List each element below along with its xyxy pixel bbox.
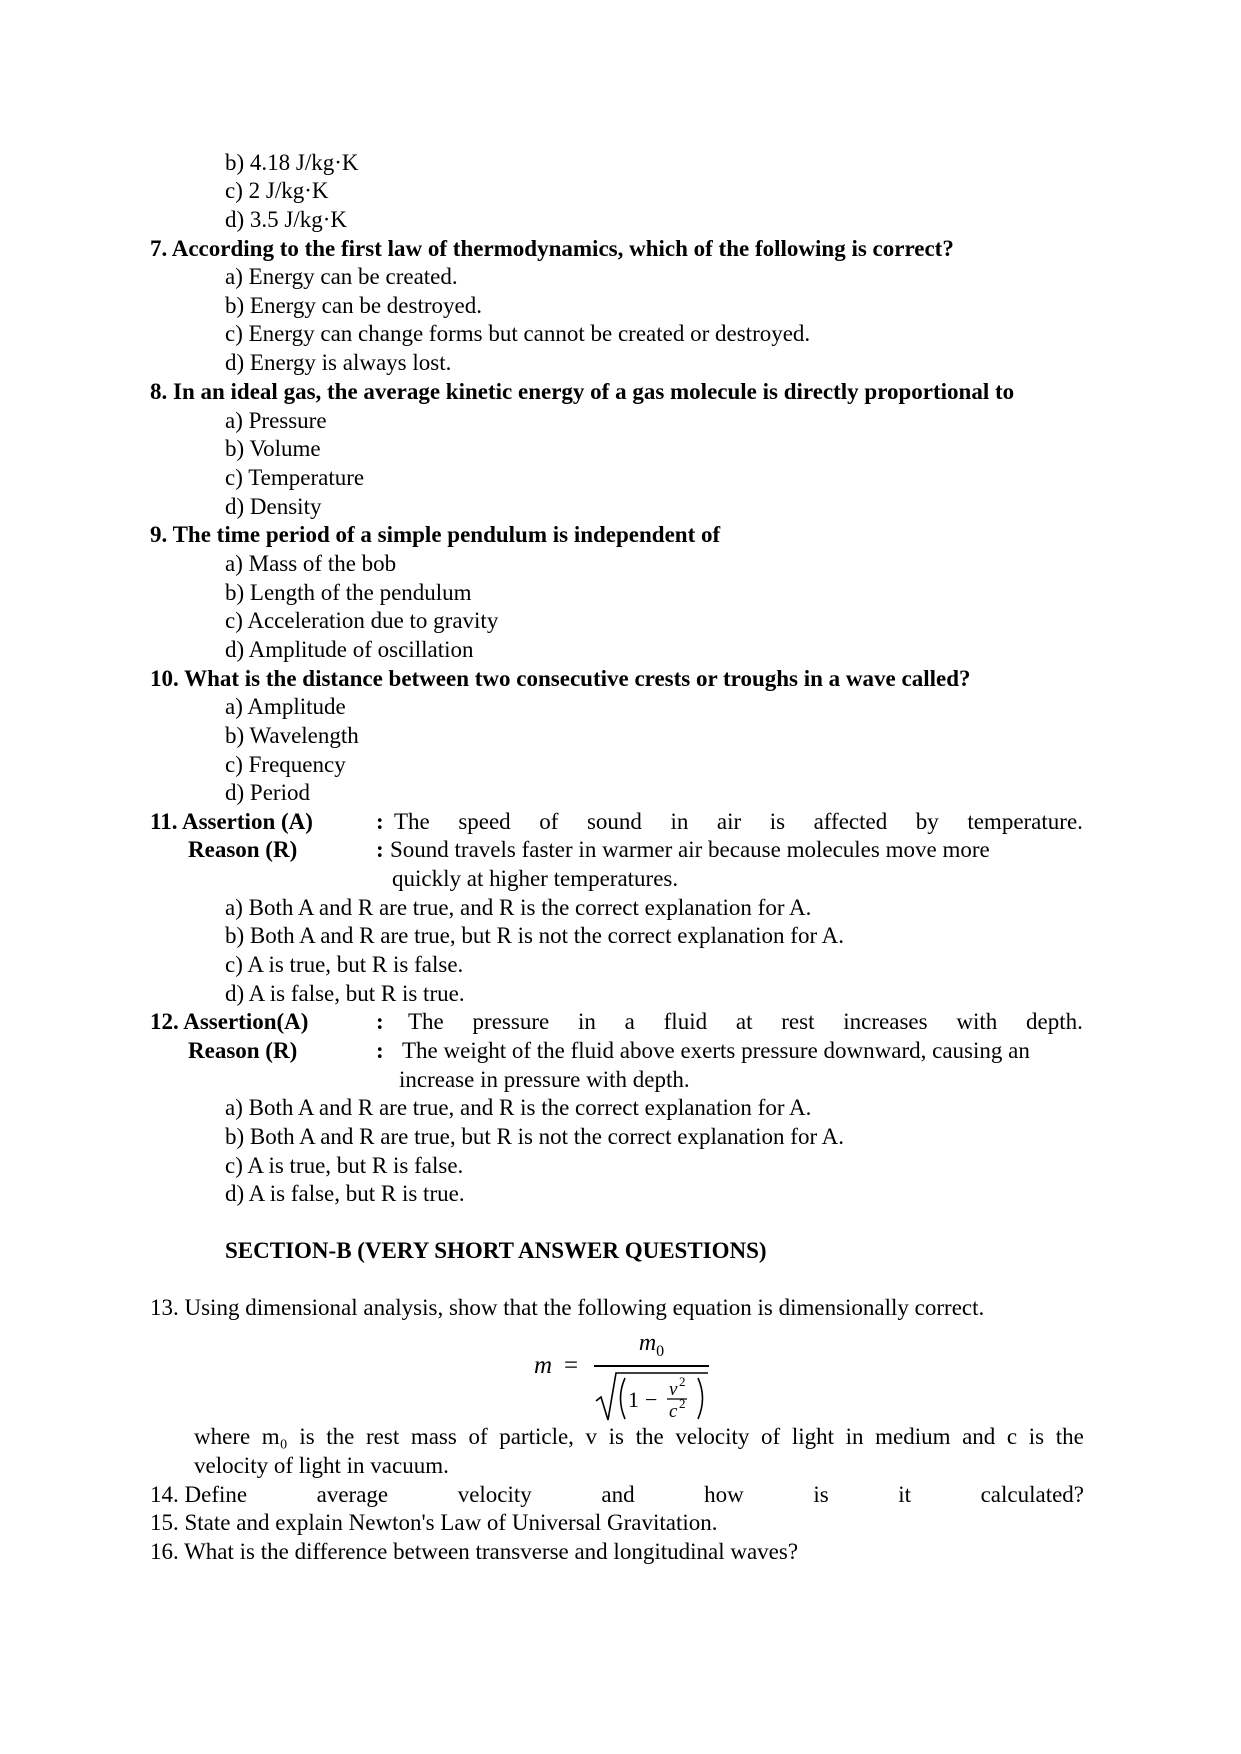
q12-assertion-text: [408, 1008, 1083, 1036]
word: depth.: [1026, 1009, 1083, 1034]
q14-question: [150, 1481, 1084, 1509]
q10-option-c: c) Frequency: [225, 752, 346, 777]
word: how: [704, 1482, 744, 1507]
word: in: [845, 1424, 864, 1449]
q12-option-c: c) A is true, but R is false.: [225, 1153, 464, 1178]
q12-reason-label: Reason (R): [188, 1038, 298, 1063]
q10-question: 10. What is the distance between two consecutive crests or troughs in a wave called?: [150, 666, 971, 691]
q9-option-a: a) Mass of the bob: [225, 551, 397, 576]
word: at: [735, 1009, 753, 1034]
q8-option-d: d) Density: [225, 494, 322, 519]
q11-option-a: a) Both A and R are true, and R is the correct explanation for A.: [225, 895, 812, 920]
word: in: [670, 809, 689, 834]
q11-option-c: c) A is true, but R is false.: [225, 952, 464, 977]
word: the: [1055, 1424, 1084, 1449]
q7-option-d: d) Energy is always lost.: [225, 350, 452, 375]
eq-denominator: [594, 1368, 709, 1425]
word: air: [716, 809, 742, 834]
word: affected: [813, 809, 888, 834]
q12-option-d: d) A is false, but R is true.: [225, 1181, 465, 1206]
word: calculated?: [980, 1482, 1084, 1507]
q11-assertion-colon: :: [376, 809, 384, 834]
word: the: [326, 1424, 355, 1449]
q12-reason-text-2: increase in pressure with depth.: [399, 1067, 690, 1092]
q8-option-c: c) Temperature: [225, 465, 365, 490]
eq-equals: =: [564, 1352, 579, 1379]
q7-option-c: c) Energy can change forms but cannot be created or destroyed.: [225, 321, 811, 346]
q9-question: 9. The time period of a simple pendulum is independent of: [150, 522, 721, 547]
q9-option-b: b) Length of the pendulum: [225, 580, 472, 605]
word: sound: [586, 809, 642, 834]
q11-reason-label: Reason (R): [188, 837, 298, 862]
word: temperature.: [967, 809, 1083, 834]
word: a: [624, 1009, 635, 1034]
word: velocity: [457, 1482, 532, 1507]
q6-option-b: b) 4.18 J/kg·K: [225, 150, 359, 175]
eq-fraction-bar: [594, 1365, 709, 1367]
word: it: [898, 1482, 912, 1507]
word: where: [194, 1424, 251, 1449]
word: The: [408, 1009, 444, 1034]
word: 14. Define: [150, 1482, 248, 1507]
q7-option-b: b) Energy can be destroyed.: [225, 293, 482, 318]
word: light: [791, 1424, 834, 1449]
q12-reason-text-1: The weight of the fluid above exerts pressure downward, causing an: [402, 1038, 1030, 1063]
eq-den-minus: −: [645, 1387, 658, 1412]
word: c: [1006, 1424, 1018, 1449]
q8-question: 8. In an ideal gas, the average kinetic energy of a gas molecule is directly proportional to: [150, 379, 1015, 404]
word: with: [956, 1009, 998, 1034]
word: rest: [366, 1424, 400, 1449]
word: and: [601, 1482, 635, 1507]
word: in: [577, 1009, 596, 1034]
q13-where-line-1: [194, 1423, 1084, 1451]
q7-question: 7. According to the first law of thermodynamics, which of the following is correct?: [150, 236, 954, 261]
q11-reason-colon: :: [376, 837, 384, 862]
word: is: [769, 809, 786, 834]
q12-assertion-label: 12. Assertion(A): [150, 1009, 309, 1034]
word: of: [468, 1424, 488, 1449]
word: is: [299, 1424, 315, 1449]
sqrt-radical-icon: [594, 1368, 709, 1425]
q15-question: 15. State and explain Newton's Law of Universal Gravitation.: [150, 1510, 718, 1535]
q9-option-c: c) Acceleration due to gravity: [225, 608, 499, 633]
word: increases: [843, 1009, 928, 1034]
word: by: [915, 809, 939, 834]
eq-den-c-power: 2: [679, 1396, 686, 1411]
word: v: [585, 1424, 598, 1449]
word: is: [813, 1482, 829, 1507]
q13-where-line-2: velocity of light in vacuum.: [194, 1453, 449, 1478]
q11-reason-text-1: Sound travels faster in warmer air because molecules move more: [390, 837, 990, 862]
q10-option-b: b) Wavelength: [225, 723, 359, 748]
q11-assertion-text: [394, 808, 1083, 836]
eq-lhs: m: [534, 1352, 553, 1379]
word: pressure: [472, 1009, 550, 1034]
eq-den-v-power: 2: [679, 1374, 686, 1389]
q11-option-b: b) Both A and R are true, but R is not the correct explanation for A.: [225, 923, 844, 948]
section-b-heading: SECTION-B (VERY SHORT ANSWER QUESTIONS): [225, 1238, 767, 1263]
word: particle,: [499, 1424, 574, 1449]
q12-assertion-colon: :: [376, 1009, 384, 1034]
q12-option-a: a) Both A and R are true, and R is the correct explanation for A.: [225, 1095, 812, 1120]
q10-option-d: d) Period: [225, 780, 310, 805]
eq-numerator: $m_0$: [638, 1330, 665, 1360]
q13-question: 13. Using dimensional analysis, show that the following equation is dimensionally correct.: [150, 1295, 985, 1320]
word: is: [608, 1424, 624, 1449]
word: and: [962, 1424, 996, 1449]
q6-option-c: c) 2 J/kg·K: [225, 178, 329, 203]
eq-den-v: v: [669, 1379, 678, 1400]
q8-option-a: a) Pressure: [225, 408, 327, 433]
word: mass: [410, 1424, 457, 1449]
word: medium: [875, 1424, 951, 1449]
q11-option-d: d) A is false, but R is true.: [225, 981, 465, 1006]
word: m₀: [261, 1424, 288, 1449]
q11-assertion-label: 11. Assertion (A): [150, 809, 313, 834]
q12-option-b: b) Both A and R are true, but R is not the correct explanation for A.: [225, 1124, 844, 1149]
q11-reason-text-2: quickly at higher temperatures.: [392, 866, 679, 891]
q10-option-a: a) Amplitude: [225, 694, 346, 719]
word: the: [635, 1424, 664, 1449]
q6-option-d: d) 3.5 J/kg·K: [225, 207, 348, 232]
word: average: [316, 1482, 389, 1507]
eq-den-c: c: [669, 1401, 678, 1422]
relativistic-mass-equation: [534, 1330, 714, 1425]
word: velocity: [675, 1424, 750, 1449]
eq-fraction: [594, 1330, 709, 1425]
q12-reason-colon: :: [376, 1038, 384, 1063]
word: speed: [458, 809, 511, 834]
word: of: [761, 1424, 781, 1449]
word: of: [539, 809, 559, 834]
q16-question: 16. What is the difference between transverse and longitudinal waves?: [150, 1539, 799, 1564]
q7-option-a: a) Energy can be created.: [225, 264, 458, 289]
q9-option-d: d) Amplitude of oscillation: [225, 637, 474, 662]
word: rest: [781, 1009, 815, 1034]
word: is: [1028, 1424, 1045, 1449]
word: fluid: [663, 1009, 708, 1034]
word: The: [394, 809, 430, 834]
eq-den-one: 1: [628, 1387, 639, 1412]
q8-option-b: b) Volume: [225, 436, 321, 461]
